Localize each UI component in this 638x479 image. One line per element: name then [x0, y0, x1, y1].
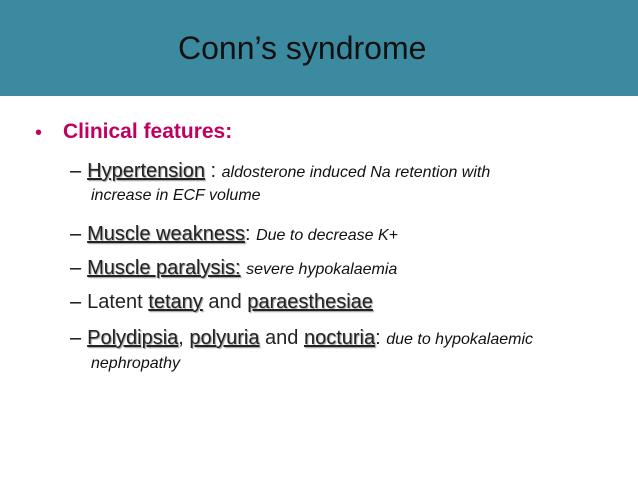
separator: :	[204, 160, 222, 182]
term-polyuria: polyuria	[189, 327, 260, 349]
separator: :	[244, 223, 257, 245]
note-polydipsia-line2: nephropathy	[91, 355, 180, 372]
slide-title: Conn’s syndrome	[178, 30, 427, 66]
note-muscle-paralysis: severe hypokalaemia	[246, 261, 398, 278]
bullet-marker: •	[35, 122, 43, 144]
dash-marker: –	[70, 327, 82, 349]
term-muscle-weakness: Muscle weakness	[87, 223, 245, 245]
dash-marker: –	[70, 160, 82, 182]
term-hypertension: Hypertension	[87, 160, 205, 182]
dash-marker: –	[70, 291, 82, 313]
list-item-polydipsia-continued	[91, 355, 180, 373]
dash-marker: –	[70, 257, 82, 279]
note-muscle-weakness: Due to decrease K+	[256, 227, 398, 244]
prefix-text: Latent	[87, 291, 149, 313]
comma-text: ,	[178, 327, 190, 349]
conjunction-text: and	[259, 327, 304, 349]
note-hypertension-line2: increase in ECF volume	[91, 187, 261, 204]
list-item-polydipsia	[70, 327, 533, 350]
note-hypertension: aldosterone induced Na retention with	[221, 164, 491, 181]
section-heading: Clinical features:	[63, 120, 233, 143]
note-polydipsia: due to hypokalaemic	[386, 331, 533, 348]
conjunction-text: and	[202, 291, 248, 313]
term-tetany: tetany	[148, 291, 203, 313]
term-paraesthesiae: paraesthesiae	[247, 291, 373, 313]
list-item-muscle-paralysis	[70, 257, 397, 280]
separator: :	[375, 327, 387, 349]
term-nocturia: nocturia	[303, 327, 376, 349]
term-polydipsia: Polydipsia	[87, 327, 179, 349]
list-item-tetany	[70, 291, 373, 314]
term-muscle-paralysis: Muscle paralysis:	[87, 257, 241, 279]
list-item-hypertension-continued	[91, 187, 261, 205]
list-item-muscle-weakness	[70, 223, 398, 246]
list-item-hypertension	[70, 160, 490, 183]
dash-marker: –	[70, 223, 82, 245]
